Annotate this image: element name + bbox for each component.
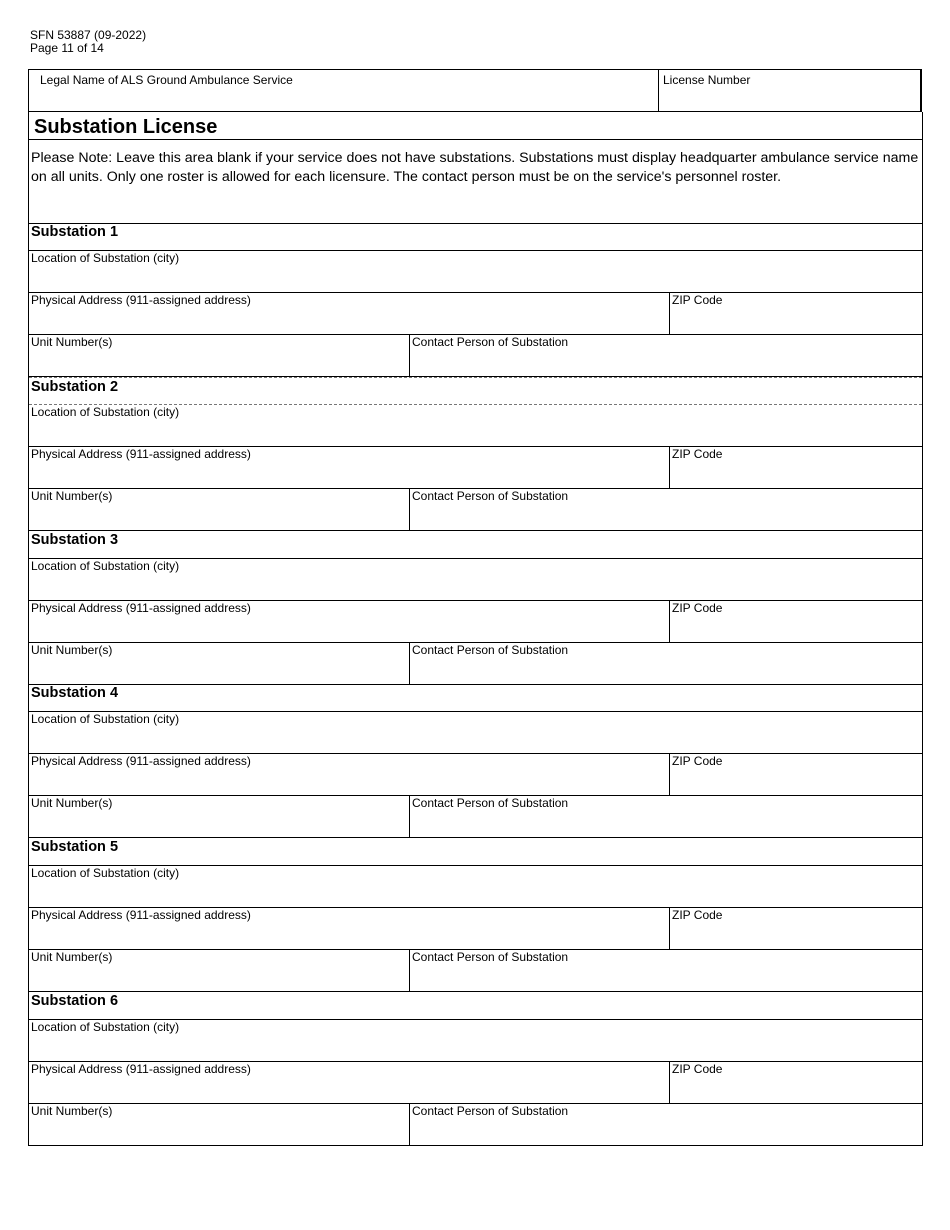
address-label: Physical Address (911-assigned address) (31, 908, 251, 922)
zip-label: ZIP Code (672, 293, 723, 307)
unit-label: Unit Number(s) (31, 489, 113, 503)
substation-title: Substation 1 (31, 224, 119, 240)
license-number-label: License Number (663, 73, 751, 87)
location-label: Location of Substation (city) (31, 1020, 180, 1034)
unit-label: Unit Number(s) (31, 335, 113, 349)
location-label: Location of Substation (city) (31, 251, 180, 265)
location-label: Location of Substation (city) (31, 559, 180, 573)
substation-block-3 (29, 531, 922, 685)
substation-header (29, 992, 922, 1020)
unit-number-field[interactable] (29, 643, 409, 684)
legal-name-label: Legal Name of ALS Ground Ambulance Service (40, 73, 293, 87)
substation-title: Substation 4 (31, 685, 119, 701)
location-label: Location of Substation (city) (31, 866, 180, 880)
contact-person-field[interactable] (409, 950, 922, 991)
contact-person-field[interactable] (409, 643, 922, 684)
form-identifier (30, 29, 146, 55)
license-number-field[interactable] (659, 70, 921, 111)
substation-title: Substation 3 (31, 532, 119, 548)
substation-license-section (28, 112, 923, 1146)
zip-label: ZIP Code (672, 601, 723, 615)
address-row (29, 908, 922, 950)
address-row (29, 754, 922, 796)
form-code: SFN 53887 (09-2022) (30, 28, 147, 42)
unit-number-field[interactable] (29, 796, 409, 837)
contact-label: Contact Person of Substation (412, 796, 569, 810)
unit-number-field[interactable] (29, 335, 409, 376)
zip-code-field[interactable] (669, 601, 922, 642)
contact-person-field[interactable] (409, 796, 922, 837)
address-label: Physical Address (911-assigned address) (31, 754, 251, 768)
unit-label: Unit Number(s) (31, 950, 113, 964)
address-row (29, 293, 922, 335)
zip-code-field[interactable] (669, 908, 922, 949)
substation-block-1 (29, 223, 922, 377)
unit-label: Unit Number(s) (31, 796, 113, 810)
substation-title: Substation 6 (31, 993, 119, 1009)
unit-contact-row (29, 643, 922, 685)
service-header (28, 69, 922, 112)
section-title-row (29, 112, 922, 140)
unit-contact-row (29, 489, 922, 531)
section-title: Substation License (34, 116, 218, 138)
substation-header (29, 377, 922, 405)
physical-address-field[interactable] (29, 754, 669, 795)
substation-header (29, 838, 922, 866)
address-label: Physical Address (911-assigned address) (31, 447, 251, 461)
address-label: Physical Address (911-assigned address) (31, 1062, 251, 1076)
zip-label: ZIP Code (672, 1062, 723, 1076)
unit-label: Unit Number(s) (31, 643, 113, 657)
physical-address-field[interactable] (29, 908, 669, 949)
address-row (29, 601, 922, 643)
zip-code-field[interactable] (669, 293, 922, 334)
contact-person-field[interactable] (409, 1104, 922, 1146)
substation-block-5 (29, 838, 922, 992)
contact-person-field[interactable] (409, 335, 922, 376)
zip-label: ZIP Code (672, 447, 723, 461)
physical-address-field[interactable] (29, 293, 669, 334)
unit-number-field[interactable] (29, 950, 409, 991)
substation-title: Substation 2 (31, 379, 119, 395)
location-field[interactable] (29, 1020, 922, 1062)
address-row (29, 447, 922, 489)
physical-address-field[interactable] (29, 1062, 669, 1103)
location-label: Location of Substation (city) (31, 405, 180, 419)
location-field[interactable] (29, 251, 922, 293)
substation-title: Substation 5 (31, 839, 119, 855)
substation-header (29, 684, 922, 712)
location-field[interactable] (29, 405, 922, 447)
unit-number-field[interactable] (29, 1104, 409, 1146)
address-row (29, 1062, 922, 1104)
zip-label: ZIP Code (672, 754, 723, 768)
zip-code-field[interactable] (669, 447, 922, 488)
zip-code-field[interactable] (669, 1062, 922, 1103)
substation-header (29, 531, 922, 559)
section-note: Please Note: Leave this area blank if your service does not have substations. Substations must display headquarter ambulance service name on all units. Only one roster is allowed for each licensure. The contact person must be on the service's personnel roster. (31, 150, 919, 185)
physical-address-field[interactable] (29, 447, 669, 488)
zip-label: ZIP Code (672, 908, 723, 922)
unit-contact-row (29, 1104, 922, 1146)
contact-label: Contact Person of Substation (412, 643, 569, 657)
contact-label: Contact Person of Substation (412, 950, 569, 964)
substation-header (29, 223, 922, 251)
zip-code-field[interactable] (669, 754, 922, 795)
unit-contact-row (29, 950, 922, 992)
contact-label: Contact Person of Substation (412, 489, 569, 503)
physical-address-field[interactable] (29, 601, 669, 642)
contact-label: Contact Person of Substation (412, 335, 569, 349)
unit-contact-row (29, 796, 922, 838)
unit-label: Unit Number(s) (31, 1104, 113, 1118)
location-label: Location of Substation (city) (31, 712, 180, 726)
substation-block-2 (29, 377, 922, 531)
legal-name-field[interactable] (29, 70, 659, 111)
address-label: Physical Address (911-assigned address) (31, 293, 251, 307)
address-label: Physical Address (911-assigned address) (31, 601, 251, 615)
contact-label: Contact Person of Substation (412, 1104, 569, 1118)
location-field[interactable] (29, 559, 922, 601)
contact-person-field[interactable] (409, 489, 922, 530)
page-number: Page 11 of 14 (30, 41, 104, 55)
substation-block-6 (29, 992, 922, 1146)
substation-block-4 (29, 684, 922, 838)
unit-number-field[interactable] (29, 489, 409, 530)
location-field[interactable] (29, 712, 922, 754)
unit-contact-row (29, 335, 922, 377)
location-field[interactable] (29, 866, 922, 908)
